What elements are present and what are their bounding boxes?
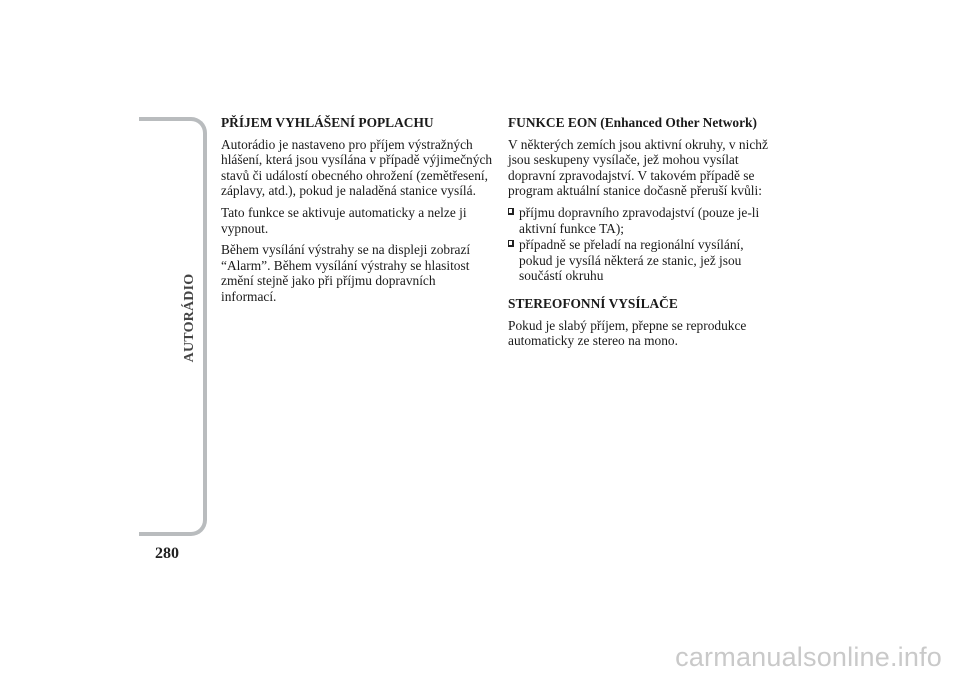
- right-column: [508, 115, 780, 355]
- eon-paragraph: V některých zemích jsou aktivní okruhy, v nichž jsou seskupeny vysílače, jež mohou vysílat dopravní zpravodajství. V takovém případě se program aktuální stanice dočasně přeruší kvůli:: [508, 136, 768, 199]
- eon-bullet-list: [508, 205, 780, 284]
- stereo-heading: STEREOFONNÍ VYSÍLAČE: [508, 295, 678, 311]
- list-item: [508, 205, 780, 236]
- alarm-paragraph-1: Autorádio je nastaveno pro příjem výstražných hlášení, která jsou vysílána v případě výjimečných stavů či událostí obecného ohrožení (zemětřesení, záplavy, atd.), pokud je naladěná stanice vysílá.: [221, 136, 493, 199]
- list-item: [508, 237, 780, 284]
- checkbox-bullet-icon: [508, 240, 514, 247]
- list-item-text: příjmu dopravního zpravodajství (pouze je-li aktivní funkce TA);: [519, 204, 760, 236]
- left-column: [221, 115, 493, 311]
- eon-heading: FUNKCE EON (Enhanced Other Network): [508, 115, 757, 130]
- alarm-paragraph-2: Tato funkce se aktivuje automaticky a nelze ji vypnout.: [221, 204, 467, 236]
- section-side-label: AUTORÁDIO: [182, 273, 197, 363]
- checkbox-bullet-icon: [508, 208, 514, 215]
- page-number: 280: [155, 545, 179, 562]
- watermark-text: carmanualsonline.info: [675, 642, 942, 672]
- stereo-paragraph: Pokud je slabý příjem, přepne se reprodukce automaticky ze stereo na mono.: [508, 317, 747, 349]
- alarm-heading: PŘÍJEM VYHLÁŠENÍ POPLACHU: [221, 115, 434, 130]
- list-item-text: případně se přeladí na regionální vysílání, pokud je vysílá některá ze stanic, jež jsou součástí okruhu: [519, 237, 744, 284]
- alarm-paragraph-3: Během vysílání výstrahy se na displeji zobrazí “Alarm”. Během vysílání výstrahy se hlasitost změní stejně jako při příjmu dopravních informací.: [221, 242, 471, 304]
